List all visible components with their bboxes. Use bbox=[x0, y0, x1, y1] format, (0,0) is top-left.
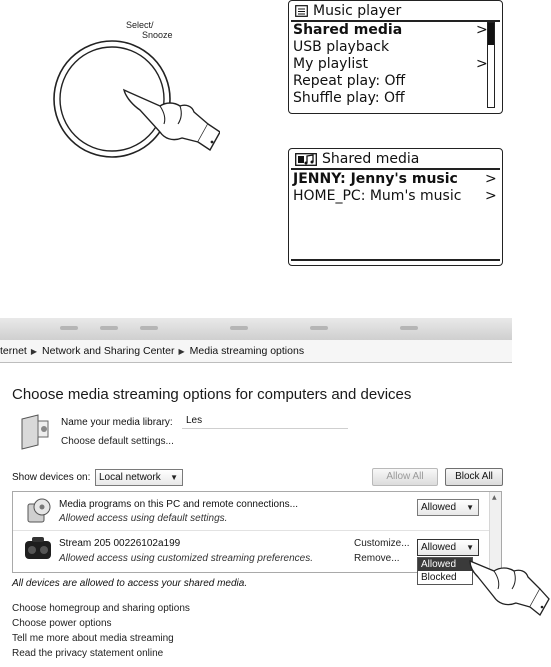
pressing-hand-icon bbox=[120, 80, 220, 160]
dropdown-option-blocked[interactable]: Blocked bbox=[421, 572, 457, 583]
allow-all-button[interactable]: Allow All bbox=[372, 468, 438, 486]
lcd-item-my-playlist[interactable]: My playlist bbox=[293, 56, 369, 72]
device-access-select[interactable] bbox=[417, 499, 479, 516]
chevron-down-icon: ▼ bbox=[466, 503, 474, 512]
stream-radio-icon bbox=[22, 535, 54, 563]
lcd-title-text: Shared media bbox=[322, 151, 420, 167]
power-options-link[interactable]: Choose power options bbox=[12, 618, 112, 629]
lcd-item-arrow: > bbox=[485, 188, 497, 204]
chevron-down-icon: ▼ bbox=[170, 473, 178, 482]
device-status: Allowed access using default settings. bbox=[59, 513, 228, 524]
device-row-divider bbox=[13, 530, 489, 531]
breadcrumb-item-internet[interactable]: ternet bbox=[0, 345, 27, 357]
device-name: Stream 205 00226102a199 bbox=[59, 538, 181, 549]
lcd-item-repeat-play[interactable]: Repeat play: Off bbox=[293, 73, 406, 89]
lcd-item-arrow: > bbox=[476, 56, 488, 72]
device-access-select[interactable] bbox=[417, 539, 479, 556]
lcd-item-shuffle-play[interactable]: Shuffle play: Off bbox=[293, 90, 405, 106]
lcd-item-usb-playback[interactable]: USB playback bbox=[293, 39, 390, 55]
device-name: Media programs on this PC and remote connections... bbox=[59, 499, 299, 510]
all-devices-note: All devices are allowed to access your shared media. bbox=[12, 578, 248, 589]
lcd-item-jenny[interactable]: JENNY: Jenny's music bbox=[293, 171, 458, 187]
lcd-scrollbar-thumb bbox=[488, 23, 494, 45]
breadcrumb-item-media-streaming[interactable]: Media streaming options bbox=[189, 345, 305, 357]
choose-default-settings-link[interactable]: Choose default settings... bbox=[61, 436, 174, 447]
lcd-music-player bbox=[288, 0, 503, 114]
library-name-input[interactable]: Les bbox=[182, 413, 348, 429]
media-programs-icon bbox=[24, 496, 54, 526]
snooze-label-line2: Snooze bbox=[142, 30, 173, 40]
page-title: Choose media streaming options for computers and devices bbox=[12, 386, 412, 403]
window-title-bar bbox=[0, 318, 512, 341]
remove-link[interactable]: Remove... bbox=[354, 553, 400, 564]
device-access-value: Allowed bbox=[421, 542, 457, 553]
shared-media-icon bbox=[295, 153, 317, 166]
lcd-item-arrow: > bbox=[476, 22, 488, 38]
media-streaming-info-link[interactable]: Tell me more about media streaming bbox=[12, 633, 174, 644]
lcd-title-text: Music player bbox=[313, 3, 402, 19]
lcd-music-player-title bbox=[295, 3, 401, 19]
library-name-label: Name your media library: bbox=[61, 417, 173, 428]
chevron-down-icon: ▼ bbox=[466, 543, 474, 552]
pointing-hand-icon bbox=[466, 555, 550, 625]
dropdown-option-allowed[interactable]: Allowed bbox=[418, 558, 472, 571]
breadcrumb-separator-icon[interactable]: ▶ bbox=[178, 347, 185, 356]
device-access-value: Allowed bbox=[421, 502, 457, 513]
lcd-item-shared-media[interactable]: Shared media bbox=[293, 22, 403, 38]
list-icon bbox=[295, 5, 308, 17]
lcd-bottom-divider bbox=[291, 259, 500, 261]
lcd-shared-media bbox=[288, 148, 503, 266]
select-label-line1: Select/ bbox=[126, 20, 154, 30]
show-devices-select[interactable] bbox=[95, 469, 183, 486]
show-devices-label: Show devices on: bbox=[12, 472, 91, 483]
access-dropdown-menu bbox=[417, 557, 473, 585]
privacy-statement-link[interactable]: Read the privacy statement online bbox=[12, 648, 164, 659]
breadcrumb bbox=[0, 340, 512, 363]
lcd-item-arrow: > bbox=[485, 171, 497, 187]
homegroup-link[interactable]: Choose homegroup and sharing options bbox=[12, 603, 190, 614]
breadcrumb-separator-icon[interactable]: ▶ bbox=[30, 347, 38, 356]
block-all-button[interactable]: Block All bbox=[445, 468, 503, 486]
device-status: Allowed access using customized streaming preferences. bbox=[59, 553, 314, 564]
breadcrumb-item-network-sharing[interactable]: Network and Sharing Center bbox=[42, 345, 175, 357]
lcd-scrollbar bbox=[487, 22, 495, 108]
lcd-title-divider bbox=[291, 168, 500, 170]
scroll-up-icon[interactable]: ▲ bbox=[492, 494, 497, 501]
lcd-shared-media-title bbox=[295, 151, 419, 167]
show-devices-value: Local network bbox=[99, 472, 161, 483]
lcd-item-home-pc[interactable]: HOME_PC: Mum's music bbox=[293, 188, 462, 204]
media-library-icon bbox=[18, 413, 52, 453]
customize-link[interactable]: Customize... bbox=[354, 538, 410, 549]
